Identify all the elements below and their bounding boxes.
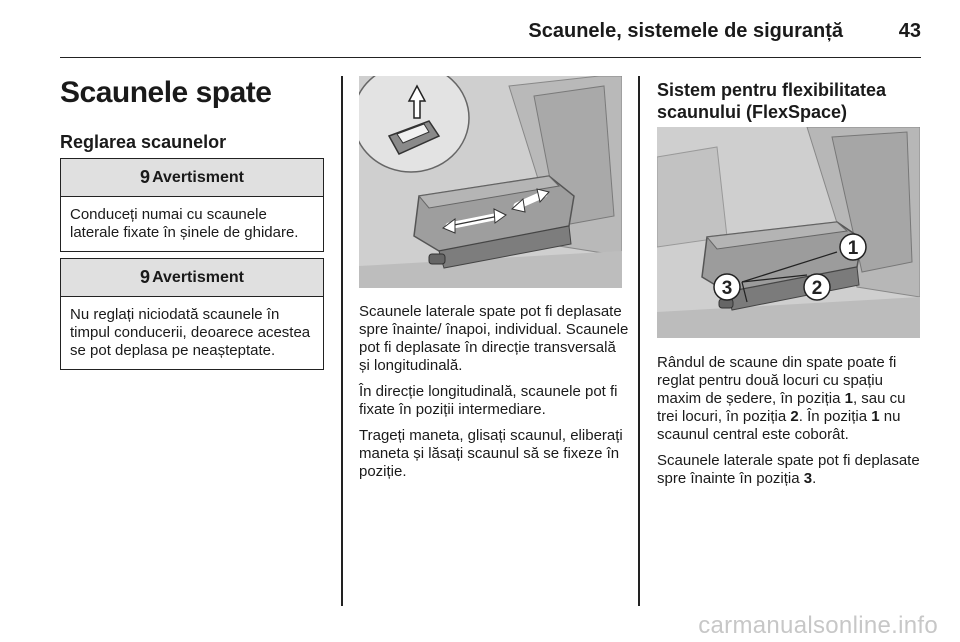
header-title: Scaunele, sistemele de siguranță	[528, 20, 843, 42]
seat-adjustment-drawing	[359, 76, 622, 288]
paragraph: Scaunele laterale spate pot fi deplasate spre înainte/ înapoi, individual. Scaunele pot fi deplasate în direcție transversală și longitudinală.	[359, 303, 629, 374]
paragraph: Rândul de scaune din spate poate fi reglat pentru două locuri cu spațiu maxim de ședere, în poziția 1, sau cu trei locuri, în poziția 2. În poziția 1 nu scaunul central este coborât.	[657, 354, 906, 443]
paragraph: Scaunele laterale spate pot fi deplasate spre înainte în poziția 3.	[657, 452, 920, 487]
warning-header	[61, 259, 323, 297]
paragraph: În direcție longitudinală, scaunele pot fi fixate în poziții intermediare.	[359, 383, 618, 418]
warning-text: Conduceți numai cu scaunele laterale fixate în șinele de ghidare.	[70, 206, 299, 241]
column-divider-1	[341, 76, 343, 606]
warning-text: Nu reglați niciodată scaunele în timpul conducerii, deoarece acestea se pot deplasa pe neașteptate.	[70, 306, 311, 359]
warning-title: Avertisment	[152, 268, 244, 286]
page-header	[60, 0, 921, 58]
callout-2-label: 2	[811, 278, 823, 299]
middle-text	[359, 303, 629, 489]
callout-1-label: 1	[847, 238, 859, 259]
flexspace-drawing	[657, 127, 920, 338]
section-title: Scaunele spate	[60, 76, 272, 109]
page-number: 43	[898, 20, 921, 42]
watermark: carmanualsonline.info	[698, 612, 938, 639]
section-subtitle: Reglarea scaunelor	[60, 132, 227, 152]
warning-header	[61, 159, 323, 197]
flexspace-title: Sistem pentru flexibilitatea scaunului (FlexSpace)	[657, 80, 887, 122]
warning-triangle-icon: 9	[140, 167, 151, 187]
column-divider-2	[638, 76, 640, 606]
warning-box-1	[60, 158, 324, 252]
warning-title: Avertisment	[152, 168, 244, 186]
warning-box-2	[60, 258, 324, 370]
paragraph: Trageți maneta, glisați scaunul, eliberați maneta și lăsați scaunul să se fixeze în poziție.	[359, 427, 623, 480]
flexspace-illustration	[657, 127, 920, 338]
warning-triangle-icon: 9	[140, 267, 151, 287]
callout-3-label: 3	[721, 278, 733, 299]
right-text	[657, 354, 927, 496]
seat-adjustment-illustration	[359, 76, 622, 288]
